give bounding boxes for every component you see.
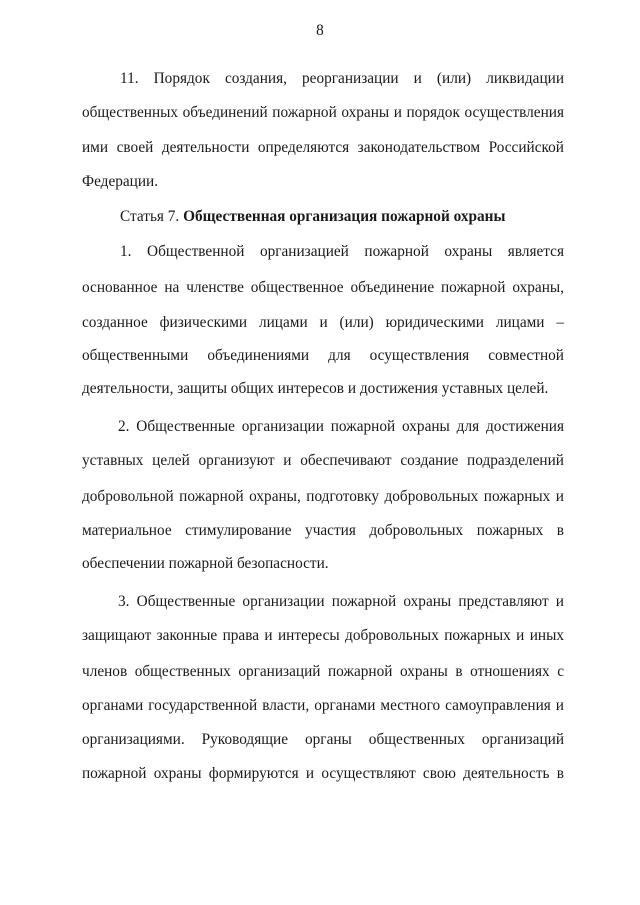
text-line: Федерации. xyxy=(82,173,159,190)
article-heading xyxy=(120,208,564,226)
text-line: общественных объединений пожарной охраны и порядок осуществления xyxy=(82,104,564,121)
text-line: ими своей деятельности определяются законодательством Российской xyxy=(82,139,564,156)
text-line: деятельности, защиты общих интересов и достижения уставных целей. xyxy=(82,380,549,397)
text-line: пожарной охраны формируются и осуществляют свою деятельность в xyxy=(82,765,564,782)
text-line: обеспечении пожарной безопасности. xyxy=(82,555,329,572)
article-title: Общественная организация пожарной охраны xyxy=(183,208,506,225)
text-line: созданное физическими лицами и (или) юридическими лицами – xyxy=(82,314,564,331)
text-line: органами государственной власти, органами местного самоуправления и xyxy=(82,697,564,714)
page-number: 8 xyxy=(316,22,324,39)
article-label: Статья 7. xyxy=(120,208,184,225)
text-line: членов общественных организаций пожарной охраны в отношениях с xyxy=(82,663,564,680)
text-line: основанное на членстве общественное объединение пожарной охраны, xyxy=(82,279,564,296)
text-line: добровольной пожарной охраны, подготовку добровольных пожарных и xyxy=(82,488,564,505)
text-line: 1. Общественной организацией пожарной охраны является xyxy=(120,243,564,260)
text-line: 2. Общественные организации пожарной охраны для достижения xyxy=(118,418,564,435)
text-line: материальное стимулирование участия добровольных пожарных в xyxy=(82,522,564,539)
text-line: 3. Общественные организации пожарной охраны представляют и xyxy=(118,593,564,610)
text-line: организациями. Руководящие органы общественных организаций xyxy=(82,731,564,748)
text-line: защищают законные права и интересы добровольных пожарных и иных xyxy=(82,627,564,644)
text-line: общественными объединениями для осуществления совместной xyxy=(82,347,564,364)
text-line: уставных целей организуют и обеспечивают создание подразделений xyxy=(82,452,564,469)
text-line: 11. Порядок создания, реорганизации и (или) ликвидации xyxy=(120,70,564,87)
